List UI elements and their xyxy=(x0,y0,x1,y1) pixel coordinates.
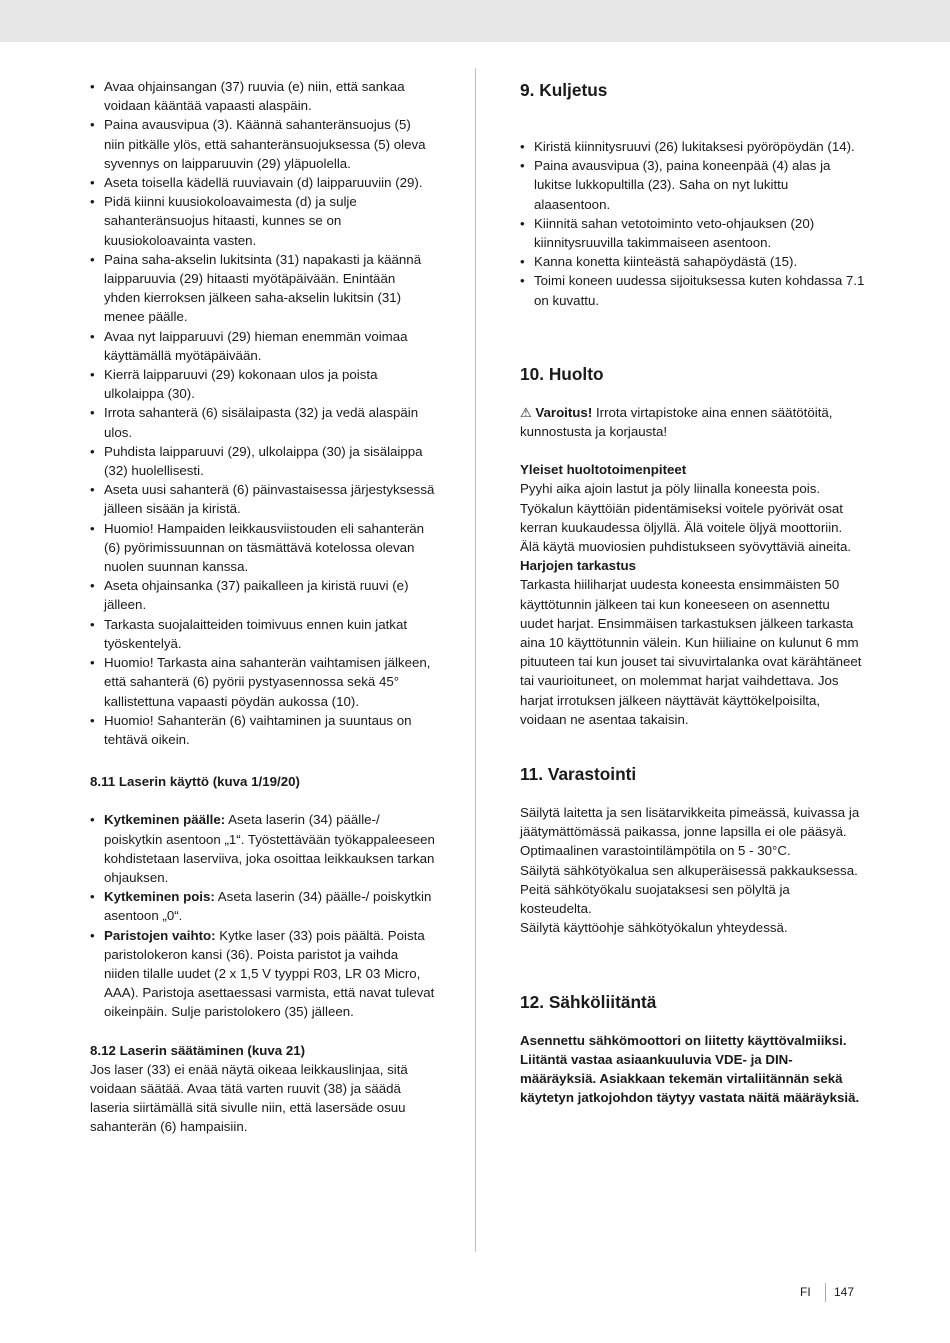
list-item: • Aseta toisella kädellä ruuviavain (d) laipparuuviin (29). xyxy=(90,173,435,192)
list-item: • Paina saha-akselin lukitsinta (31) napakasti ja käännä laipparuuvia (29) hitaasti myötäpäivään. Enintään yhden kierroksen jälkeen saha-akselin lukitsin (31) menee päälle. xyxy=(90,250,435,327)
list-item: • Huomio! Tarkasta aina sahanterän vaihtamisen jälkeen, että sahanterä (6) pyörii pystyasennossa sekä 45° kallistettuna vapaasti pöydän aukossa (10). xyxy=(90,653,435,711)
item-label: Kytkeminen päälle: xyxy=(104,812,226,828)
list-item: • Kiristä kiinnitysruuvi (26) lukitaksesi pyöröpöydän (14). xyxy=(520,137,865,156)
laser-use-heading: 8.11 Laserin käyttö (kuva 1/19/20) xyxy=(90,774,300,790)
list-item: • Kiinnitä sahan vetotoiminto veto-ohjauksen (20) kiinnitysruuvilla takimmaiseen asentoon. xyxy=(520,214,865,252)
list-item: • Avaa ohjainsangan (37) ruuvia (e) niin, että sankaa voidaan kääntää vapaasti alaspäin. xyxy=(90,77,435,115)
list-item xyxy=(90,926,435,1022)
laser-use-list xyxy=(90,810,435,1021)
list-item: • Pidä kiinni kuusiokoloavaimesta (d) ja sulje sahanteränsuojus hitaasti, kunnes se on kuusiokoloavainta vasten. xyxy=(90,192,435,250)
item-label: Paristojen vaihto: xyxy=(104,927,216,943)
storage-heading: 11. Varastointi xyxy=(520,764,637,785)
list-item: • Kierrä laipparuuvi (29) kokonaan ulos ja poista ulkolaippa (30). xyxy=(90,365,435,403)
laser-adjust-text: Jos laser (33) ei enää näytä oikeaa leikkauslinjaa, sitä voidaan säätää. Avaa tätä varten ruuvit (38) ja säädä laseria siirtämällä sitä sivulle niin, että lasersäde osuu sahanterän (6) hampaisiin. xyxy=(90,1061,408,1135)
footer-separator xyxy=(825,1283,826,1302)
storage-text: Säilytä käyttöohje sähkötyökalun yhteydessä. xyxy=(520,920,788,936)
transport-list xyxy=(520,137,865,310)
warning-icon: ⚠ xyxy=(520,404,532,420)
item-text: Kytke laser (33) pois päältä. Poista paristolokeron kansi (36). Poista paristot ja vaihda niiden tilalle uudet (2 x 1,5 V tyyppi R03, LR 03 Micro, AAA). Paristoja asettaessasi varmista, että navat tulevat oikeinpäin. Sulje paristolokero (35) jälleen. xyxy=(104,927,435,1020)
brushes-heading: Harjojen tarkastus xyxy=(520,558,637,574)
warning-text: Irrota virtapistoke aina ennen säätötöitä, kunnostusta ja korjausta! xyxy=(520,404,833,440)
brushes-text: Tarkasta hiiliharjat uudesta koneesta ensimmäisten 50 käyttötunnin jälkeen tai kun koneeseen on asennettu uudet harjat. Ensimmäisen tarkastuksen jälkeen tarkasta aina 10 käyttötunnin välein. Kun hiiliaine on kulunut 6 mm pituuteen tai kun jouset tai sivuvirtalanka ovat kärähtäneet tai vaurioituneet, on molemmat harjat vaihdettava. Jos harjat irrotuksen jälkeen näyttävät käyttökelpoisilta, voidaan ne asentaa takaisin. xyxy=(520,577,862,727)
list-item: • Paina avausvipua (3). Käännä sahanteränsuojus (5) niin pitkälle ylös, että sahanteränsuojuksessa (5) oleva syvennys on laipparuuvin (29) yläpuolella. xyxy=(90,115,435,173)
list-item: • Huomio! Sahanterän (6) vaihtaminen ja suuntaus on tehtävä oikein. xyxy=(90,711,435,749)
language-code: FI xyxy=(800,1285,811,1299)
storage-text: Säilytä sähkötyökalua sen alkuperäisessä pakkauksessa. xyxy=(520,862,858,878)
list-item xyxy=(90,887,435,925)
electrical-text: Asennettu sähkömoottori on liitetty käyttövalmiiksi. Liitäntä vastaa asiaankuuluvia VDE- ja DIN-määräyksiä. Asiakkaan tekemän virtaliitännän sekä käytetyn jatkojohdon täytyy vastata näitä määräyksiä. xyxy=(520,1032,860,1106)
item-text: Aseta laserin (34) päälle-/ poiskytkin asentoon „0“. xyxy=(104,889,432,924)
column-divider xyxy=(475,68,476,1252)
list-item: • Irrota sahanterä (6) sisälaipasta (32) ja vedä alaspäin ulos. xyxy=(90,403,435,441)
left-column xyxy=(90,77,435,1137)
electrical-heading: 12. Sähköliitäntä xyxy=(520,991,657,1012)
list-item: • Tarkasta suojalaitteiden toimivuus ennen kuin jatkat työskentelyä. xyxy=(90,615,435,653)
list-item: • Toimi koneen uudessa sijoituksessa kuten kohdassa 7.1 on kuvattu. xyxy=(520,271,865,309)
item-text: Aseta laserin (34) päälle-/ poiskytkin asentoon „1“. Työstettävään työkappaleeseen kohdistetaan laserviiva, joka osoittaa leikkauksen tarkan ohjauksen. xyxy=(104,812,435,885)
item-label: Kytkeminen pois: xyxy=(104,889,215,905)
list-item: • Kanna konetta kiinteästä sahapöydästä (15). xyxy=(520,252,865,271)
list-item: • Paina avausvipua (3), paina koneenpää (4) alas ja lukitse lukkopultilla (23). Saha on nyt lukittu alaasentoon. xyxy=(520,156,865,214)
storage-text: Peitä sähkötyökalu suojataksesi sen pölyltä ja kosteudelta. xyxy=(520,881,790,917)
list-item: • Puhdista laipparuuvi (29), ulkolaippa (30) ja sisälaippa (32) huolellisesti. xyxy=(90,442,435,480)
page-number: 147 xyxy=(834,1285,855,1299)
right-column xyxy=(520,79,865,1107)
storage-text: Säilytä laitetta ja sen lisätarvikkeita pimeässä, kuivassa ja jäätymättömässä paikassa, jonne lapsilla ei ole pääsyä. Optimaalinen varastointilämpötila on 5 - 30°C. xyxy=(520,805,860,859)
top-bar xyxy=(0,0,950,42)
transport-heading: 9. Kuljetus xyxy=(520,80,608,100)
maintenance-heading: 10. Huolto xyxy=(520,363,604,384)
warning-label: Varoitus! xyxy=(535,404,593,420)
laser-adjust-heading: 8.12 Laserin säätäminen (kuva 21) xyxy=(90,1042,306,1058)
list-item: • Aseta ohjainsanka (37) paikalleen ja kiristä ruuvi (e) jälleen. xyxy=(90,576,435,614)
list-item: • Aseta uusi sahanterä (6) päinvastaisessa järjestyksessä jälleen sisään ja kiristä. xyxy=(90,480,435,518)
list-item: • Avaa nyt laipparuuvi (29) hieman enemmän voimaa käyttämällä myötäpäivään. xyxy=(90,327,435,365)
blade-change-list xyxy=(90,77,435,749)
general-maintenance-heading: Yleiset huoltotoimenpiteet xyxy=(520,462,687,478)
warning-paragraph xyxy=(520,403,865,441)
list-item: • Huomio! Hampaiden leikkausviistouden eli sahanterän (6) pyörimissuunnan on täsmättävä kotelossa olevan nuolen suunnan kanssa. xyxy=(90,519,435,577)
list-item xyxy=(90,810,435,887)
general-maintenance-text: Pyyhi aika ajoin lastut ja pöly liinalla koneesta pois. Työkalun käyttöiän pidentämiseksi voitele pyörivät osat kerran kuukaudessa öljyllä. Älä voitele öljyä moottoriin. Älä käytä muoviosien puhdistukseen syövyttäviä aineita. xyxy=(520,481,852,555)
